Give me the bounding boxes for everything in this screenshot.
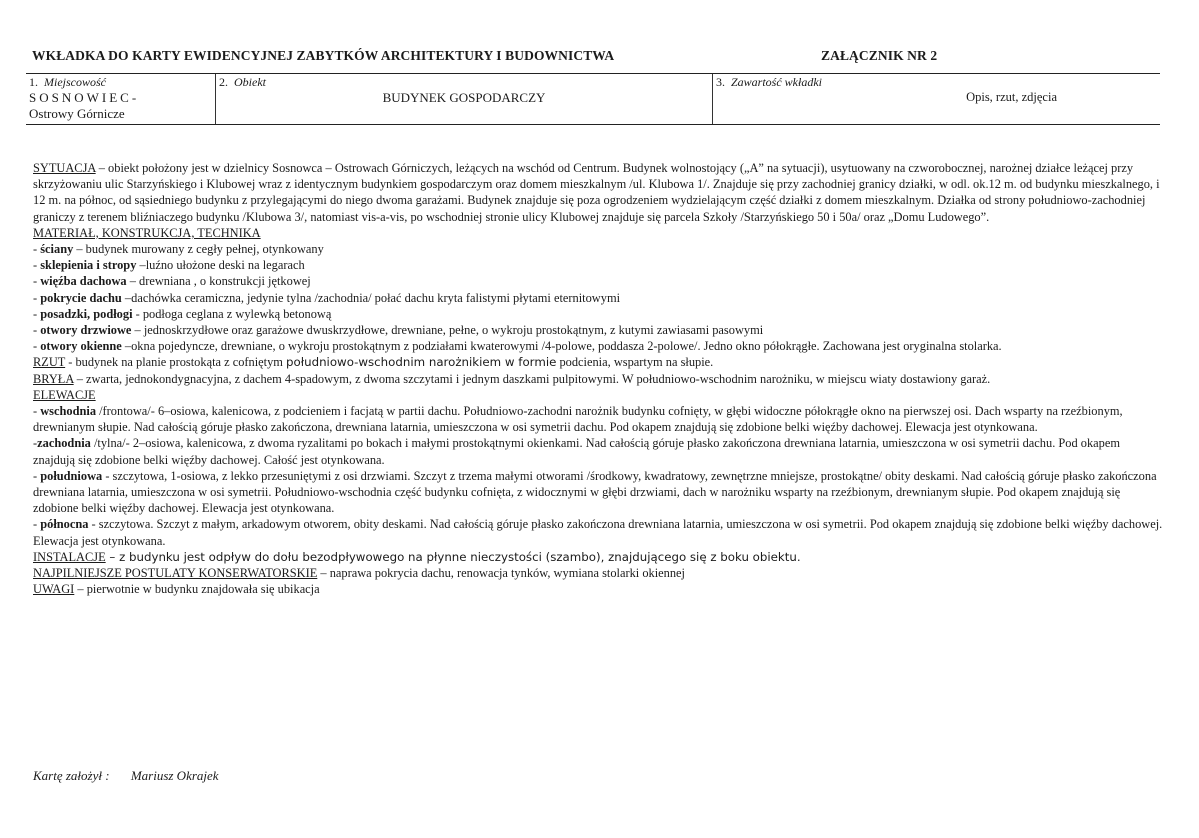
heading-instalacje: INSTALACJE (33, 549, 106, 564)
material-item: - sklepienia i stropy –luźno ułożone deski na legarach (33, 258, 305, 273)
content-cell (713, 74, 1161, 125)
elevation-item: -zachodnia /tylna/- 2–osiowa, kalenicowa, z dwoma ryzalitami po bokach i małymi prostokątnymi okienkami. Nad całością góruje płasko zakończona drewniana latarnia, umieszczona w osi symetrii dachu. Pod okapem znajdują się zdobione belki więźby dachowej. Całość jest otynkowana. (33, 436, 1120, 467)
heading-sytuacja: SYTUACJA (33, 161, 96, 175)
material-item: - więźba dachowa – drewniana , o konstrukcji jętkowej (33, 274, 311, 289)
heading-rzut: RZUT (33, 355, 66, 370)
object-value: BUDYNEK GOSPODARCZY (382, 90, 546, 105)
section-postulaty: NAJPILNIEJSZE POSTULATY KONSERWATORSKIE – naprawa pokrycia dachu, renowacja tynków, wymiana stolarki okiennej (33, 566, 686, 581)
document-body (33, 160, 1163, 597)
elevation-item: - północna - szczytowa. Szczyt z małym, arkadowym otworem, obity deskami. Nad całością góruje płasko zakończona drewniana latarnia, umieszczona w osi symetrii. Pod okapem znajdują się zdobione belki więźby dachowej. Elewacja jest otynkowana. (33, 517, 1163, 548)
material-item: - pokrycie dachu –dachówka ceramiczna, jedynie tylna /zachodnia/ połać dachu kryta falistymi płytami eternitowymi (33, 290, 621, 305)
heading-bryla: BRYŁA (33, 371, 74, 386)
locality-cell (26, 74, 216, 125)
content-label: 3. Zawartość wkładki (716, 75, 823, 89)
elevation-item: - wschodnia /frontowa/- 6–osiowa, kalenicowa, z podcieniem i facjatą w partii dachu. Południowo-zachodni narożnik budynku cofnięty, w głębi widoczne półokrągłe okno na pierwszej osi. Dach wsparty na rzeźbionym, drewnianym słupie. Nad całością góruje płasko zakończona, drewniana latarnia, umieszczona w osi symetrii dachu. Pod okapem znajdują się zdobione belki więźby dachowej. Elewacja jest otynkowana. (33, 404, 1123, 435)
heading-uwagi: UWAGI (33, 582, 75, 597)
text-sytuacja: – obiekt położony jest w dzielnicy Sosnowca – Ostrowach Górniczych, leżących na wschód od Centrum. Budynek wolnostojący („A” na sytuacji), usytuowany na czworobocznej, narożnej działce leżącej przy skrzyżowaniu ulic Starzyńskiego i Klubowej wraz z identycznym budynkiem gospodarczym oraz domem mieszkalnym /ul. Klubowa 1/. Znajduje się przy zachodniej granicy działki, w odl. ok.12 m. od budynku mieszkalnego, i 12 m. na północ, od sąsiedniego budynku z przylegającymi do niego dwoma garażami. Budynek znajduje się poza ogrodzeniem wydzielającym część działki z domem mieszkalnym. Działka od strony południowo-zachodniej graniczy z terenem bliźniaczego budynku /Klubowa 3/, natomiast vis-a-vis, po wschodniej stronie ulicy Klubowej znajduje się parcela Szkoły /Starzyńskiego 50 i 50a/ oraz „Domu Ludowego”. (33, 161, 1160, 224)
locality-value: SOSNOWIEC- (29, 90, 140, 105)
section-rzut: RZUT - budynek na planie prostokąta z cofniętym południowo-wschodnim narożnikiem w formie podcienia, wspartym na słupie. (33, 355, 714, 370)
material-item: - otwory okienne –okna pojedyncze, drewniane, o wykroju prostokątnym z podziałami kwaterowymi /4-polowe, poddasza 2-polowe/. Jedno okno półokrągłe. Zachowana jest oryginalna stolarka. (33, 339, 1002, 354)
section-sytuacja (33, 160, 1163, 225)
author-name: Mariusz Okrajek (130, 768, 219, 783)
locality-label: 1. Miejscowość (29, 75, 106, 89)
material-item: - otwory drzwiowe – jednoskrzydłowe oraz garażowe dwuskrzydłowe, drewniane, pełne, o wykroju prostokątnym, z kutymi zawiasami pasowymi (33, 323, 764, 338)
material-item: - ściany – budynek murowany z cegły pełnej, otynkowany (33, 242, 324, 257)
locality-district: Ostrowy Górnicze (29, 106, 125, 121)
material-item: - posadzki, podłogi - podłoga ceglana z wylewką betonową (33, 306, 332, 321)
metadata-table (26, 73, 1160, 125)
section-instalacje: INSTALACJE – z budynku jest odpływ do dołu bezodpływowego na płynne nieczystości (szambo), znajdującego się z boku obiektu. (33, 549, 801, 564)
heading-material: MATERIAŁ, KONSTRUKCJA, TECHNIKA (33, 225, 261, 240)
heading-elewacje: ELEWACJE (33, 387, 96, 402)
document-title: WKŁADKA DO KARTY EWIDENCYJNEJ ZABYTKÓW ARCHITEKTURY I BUDOWNICTWA (32, 48, 615, 63)
object-label: 2. Obiekt (219, 75, 266, 89)
heading-postulaty: NAJPILNIEJSZE POSTULATY KONSERWATORSKIE (33, 566, 318, 581)
annex-number: ZAŁĄCZNIK NR 2 (821, 48, 938, 63)
content-value: Opis, rzut, zdjęcia (966, 90, 1057, 104)
footer-signature (33, 768, 219, 784)
section-uwagi: UWAGI – pierwotnie w budynku znajdowała się ubikacja (33, 582, 320, 597)
section-bryla: BRYŁA – zwarta, jednokondygnacyjna, z dachem 4-spadowym, z dwoma szczytami i jednym daszkami pulpitowymi. W południowo-wschodnim narożniku, w miejscu wiaty dostawiony garaż. (33, 371, 991, 386)
object-cell (216, 74, 713, 125)
author-label: Kartę założył : (33, 768, 110, 783)
elevation-item: - południowa - szczytowa, 1-osiowa, z lekko przesuniętymi z osi drzwiami. Szczyt z trzema małymi otworami /środkowy, kwadratowy, zewnętrzne mniejsze, prostokątne/ obity deskami. Nad całością góruje płasko zakończona drewniana latarnia, umieszczona w osi symetrii. Południowo-wschodnia część budynku cofnięta, z widocznymi w głębi drzwiami, dach w narożniku wsparty na rzeźbionym, drewnianym słupie. Pod okapem znajdują się zdobione belki więźby dachowej. Elewacja jest otynkowana. (33, 468, 1157, 516)
